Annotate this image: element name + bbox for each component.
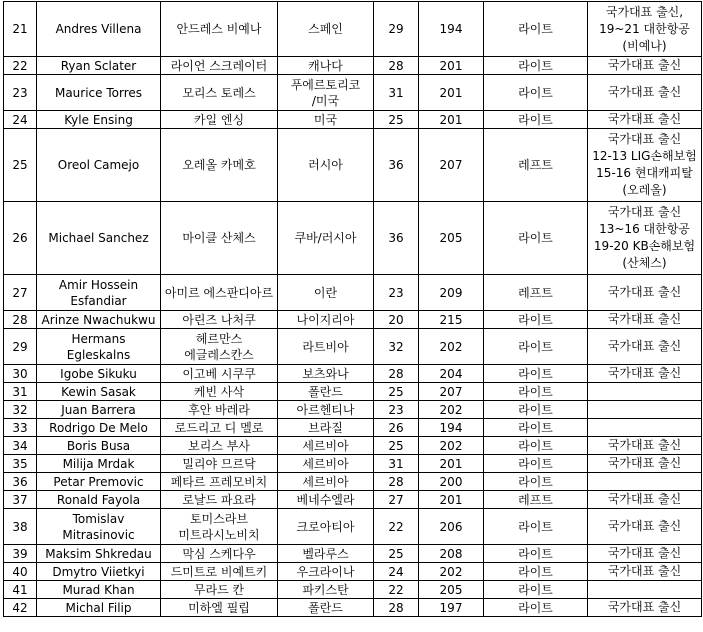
cell-name-en bbox=[37, 57, 161, 75]
cell-note bbox=[588, 491, 702, 509]
cell-country bbox=[278, 437, 374, 455]
cell-note bbox=[588, 401, 702, 419]
cell-country-line: 폴란드 bbox=[308, 384, 343, 399]
cell-number: 32 bbox=[4, 401, 37, 419]
cell-number: 25 bbox=[4, 129, 37, 202]
cell-name-en-line: Maurice Torres bbox=[54, 85, 143, 100]
cell-age: 26 bbox=[374, 419, 419, 437]
cell-name-en bbox=[37, 455, 161, 473]
cell-number: 41 bbox=[4, 581, 37, 599]
player-table bbox=[3, 1, 702, 617]
table-row bbox=[4, 473, 702, 491]
table-row bbox=[4, 509, 702, 545]
cell-height: 208 bbox=[419, 545, 484, 563]
cell-country bbox=[278, 599, 374, 617]
cell-height: 194 bbox=[419, 2, 484, 57]
cell-note-line: 15-16 현대캐피탈 bbox=[596, 166, 693, 180]
cell-name-en-line: Murad Khan bbox=[62, 582, 135, 597]
cell-note bbox=[588, 545, 702, 563]
cell-position: 라이트 bbox=[484, 2, 588, 57]
cell-height: 207 bbox=[419, 129, 484, 202]
cell-number: 37 bbox=[4, 491, 37, 509]
cell-note-line: (오레올) bbox=[622, 183, 667, 197]
cell-country-line: 푸에르토리코 bbox=[290, 77, 361, 92]
cell-note bbox=[588, 473, 702, 491]
cell-country-line: 베네수엘라 bbox=[296, 492, 355, 507]
cell-name-ko-line: 아미르 에스판디아르 bbox=[164, 285, 274, 300]
cell-note bbox=[588, 57, 702, 75]
cell-position: 라이트 bbox=[484, 455, 588, 473]
cell-age: 27 bbox=[374, 491, 419, 509]
cell-age: 23 bbox=[374, 401, 419, 419]
cell-name-ko-line: 드미트로 비예트키 bbox=[170, 564, 268, 579]
cell-country-line: 벨라루스 bbox=[302, 546, 349, 561]
cell-country-line: 캐나다 bbox=[308, 58, 343, 73]
cell-name-en bbox=[37, 275, 161, 311]
cell-number: 27 bbox=[4, 275, 37, 311]
cell-position: 레프트 bbox=[484, 275, 588, 311]
cell-country bbox=[278, 202, 374, 275]
table-row bbox=[4, 329, 702, 365]
table-row bbox=[4, 365, 702, 383]
cell-note-line: 국가대표 출신 bbox=[607, 205, 682, 219]
cell-name-en-line: Juan Barrera bbox=[61, 402, 136, 417]
cell-country-line: 브라질 bbox=[308, 420, 343, 435]
cell-height: 205 bbox=[419, 581, 484, 599]
cell-name-ko bbox=[161, 365, 278, 383]
cell-number: 22 bbox=[4, 57, 37, 75]
cell-country bbox=[278, 581, 374, 599]
cell-name-en-line: Ronald Fayola bbox=[56, 492, 141, 507]
cell-country bbox=[278, 563, 374, 581]
cell-name-en-line: Andres Villena bbox=[55, 22, 142, 36]
cell-age: 29 bbox=[374, 2, 419, 57]
table-row bbox=[4, 275, 702, 311]
cell-name-en-line: Mitrasinovic bbox=[62, 527, 135, 542]
cell-age: 28 bbox=[374, 599, 419, 617]
cell-country bbox=[278, 473, 374, 491]
cell-country-line: 미국 bbox=[313, 112, 338, 127]
cell-note bbox=[588, 329, 702, 365]
cell-number: 21 bbox=[4, 2, 37, 57]
cell-name-ko bbox=[161, 57, 278, 75]
cell-name-en bbox=[37, 491, 161, 509]
table-row bbox=[4, 383, 702, 401]
cell-number: 42 bbox=[4, 599, 37, 617]
cell-country-line: 보츠와나 bbox=[302, 366, 349, 381]
cell-name-en-line: Egleskalns bbox=[66, 347, 131, 362]
cell-note-line: 국가대표 출신 bbox=[607, 58, 682, 72]
cell-number: 34 bbox=[4, 437, 37, 455]
cell-name-ko-line: 에글레스칸스 bbox=[184, 347, 254, 362]
cell-country-line: 폴란드 bbox=[308, 600, 343, 615]
cell-note-line: 국가대표 출신 bbox=[607, 492, 682, 506]
cell-note-line: 국가대표 출신 bbox=[607, 438, 682, 452]
cell-number: 28 bbox=[4, 311, 37, 329]
cell-note bbox=[588, 581, 702, 599]
cell-country-line: 세르비아 bbox=[302, 456, 349, 471]
cell-note-line: 국가대표 출신, bbox=[605, 4, 684, 19]
cell-note-line: 국가대표 출신 bbox=[607, 600, 682, 614]
cell-country bbox=[278, 401, 374, 419]
cell-age: 32 bbox=[374, 329, 419, 365]
cell-country-line: 나이지리아 bbox=[296, 312, 355, 327]
cell-age: 25 bbox=[374, 111, 419, 129]
table-row bbox=[4, 491, 702, 509]
cell-name-ko-line: 무라드 칸 bbox=[193, 582, 245, 597]
cell-note bbox=[588, 129, 702, 202]
cell-position: 라이트 bbox=[484, 202, 588, 275]
table-row bbox=[4, 563, 702, 581]
cell-country-line: 세르비아 bbox=[302, 438, 349, 453]
cell-name-ko-line: 후안 바레라 bbox=[188, 402, 250, 417]
table-row bbox=[4, 129, 702, 202]
cell-number: 40 bbox=[4, 563, 37, 581]
cell-name-ko bbox=[161, 311, 278, 329]
cell-age: 36 bbox=[374, 202, 419, 275]
cell-name-ko-line: 이고베 시쿠쿠 bbox=[182, 366, 256, 381]
cell-country bbox=[278, 75, 374, 111]
cell-note-line: 12-13 LIG손해보험 bbox=[592, 149, 697, 163]
cell-name-en bbox=[37, 599, 161, 617]
cell-country-line: 아르헨티나 bbox=[296, 402, 355, 417]
cell-name-en-line: Esfandiar bbox=[70, 293, 127, 308]
cell-name-en bbox=[37, 473, 161, 491]
cell-height: 201 bbox=[419, 111, 484, 129]
cell-age: 28 bbox=[374, 57, 419, 75]
cell-name-en-line: Amir Hossein bbox=[58, 277, 139, 292]
cell-name-en bbox=[37, 311, 161, 329]
cell-note-line: (산체스) bbox=[622, 256, 667, 270]
cell-name-ko bbox=[161, 401, 278, 419]
cell-country bbox=[278, 383, 374, 401]
cell-name-en-line: Petar Premovic bbox=[53, 474, 144, 489]
cell-name-en bbox=[37, 111, 161, 129]
cell-name-en bbox=[37, 581, 161, 599]
cell-note bbox=[588, 202, 702, 275]
cell-country-line: 크로아티아 bbox=[296, 519, 355, 534]
cell-number: 36 bbox=[4, 473, 37, 491]
cell-name-en bbox=[37, 437, 161, 455]
cell-name-en-line: Michal Filip bbox=[65, 600, 132, 615]
cell-name-en-line: Arinze Nwachukwu bbox=[41, 312, 156, 327]
cell-number: 33 bbox=[4, 419, 37, 437]
cell-name-ko bbox=[161, 419, 278, 437]
cell-position: 라이트 bbox=[484, 473, 588, 491]
cell-country bbox=[278, 419, 374, 437]
cell-height: 202 bbox=[419, 437, 484, 455]
cell-name-ko-line: 막심 스케다우 bbox=[182, 546, 256, 561]
cell-age: 22 bbox=[374, 581, 419, 599]
table-row bbox=[4, 437, 702, 455]
cell-name-ko bbox=[161, 455, 278, 473]
cell-note bbox=[588, 365, 702, 383]
cell-note bbox=[588, 509, 702, 545]
cell-name-ko-line: 케빈 사삭 bbox=[193, 384, 245, 399]
table-row bbox=[4, 2, 702, 57]
table-row bbox=[4, 401, 702, 419]
table-row bbox=[4, 419, 702, 437]
cell-country-line: 라트비아 bbox=[302, 339, 349, 354]
table-row bbox=[4, 311, 702, 329]
cell-age: 22 bbox=[374, 509, 419, 545]
cell-height: 202 bbox=[419, 401, 484, 419]
cell-name-en bbox=[37, 365, 161, 383]
cell-position: 라이트 bbox=[484, 419, 588, 437]
cell-name-en-line: Kewin Sasak bbox=[61, 384, 136, 399]
cell-note bbox=[588, 437, 702, 455]
cell-name-en-line: Ryan Sclater bbox=[60, 58, 137, 73]
cell-note-line: 국가대표 출신 bbox=[607, 546, 682, 560]
cell-country-line: 우크라이나 bbox=[296, 564, 355, 579]
cell-note bbox=[588, 311, 702, 329]
cell-name-ko bbox=[161, 473, 278, 491]
cell-name-ko-line: 로날드 파요라 bbox=[182, 492, 256, 507]
cell-name-ko-line: 모리스 토레스 bbox=[182, 85, 256, 100]
cell-country bbox=[278, 455, 374, 473]
table-row bbox=[4, 581, 702, 599]
cell-name-en-line: Rodrigo De Melo bbox=[49, 420, 148, 435]
cell-country bbox=[278, 509, 374, 545]
cell-country bbox=[278, 57, 374, 75]
cell-number: 23 bbox=[4, 75, 37, 111]
cell-height: 201 bbox=[419, 57, 484, 75]
cell-country bbox=[278, 111, 374, 129]
cell-age: 31 bbox=[374, 455, 419, 473]
cell-country-line: /미국 bbox=[311, 93, 340, 108]
cell-position: 라이트 bbox=[484, 383, 588, 401]
cell-country-line: 러시아 bbox=[308, 158, 343, 172]
cell-number: 35 bbox=[4, 455, 37, 473]
cell-height: 205 bbox=[419, 202, 484, 275]
cell-note-line: 국가대표 출신 bbox=[607, 85, 682, 99]
cell-name-ko bbox=[161, 202, 278, 275]
cell-note bbox=[588, 599, 702, 617]
cell-name-en bbox=[37, 383, 161, 401]
cell-height: 201 bbox=[419, 455, 484, 473]
cell-name-ko bbox=[161, 111, 278, 129]
cell-country bbox=[278, 491, 374, 509]
cell-name-en bbox=[37, 401, 161, 419]
cell-note-line: 국가대표 출신 bbox=[607, 519, 682, 533]
cell-height: 204 bbox=[419, 365, 484, 383]
cell-age: 25 bbox=[374, 437, 419, 455]
cell-name-ko-line: 토미스라브 bbox=[190, 511, 248, 526]
cell-name-ko-line: 밀리야 므르닥 bbox=[182, 456, 256, 471]
cell-age: 36 bbox=[374, 129, 419, 202]
cell-age: 28 bbox=[374, 365, 419, 383]
cell-name-en-line: Milija Mrdak bbox=[62, 456, 135, 471]
cell-name-ko bbox=[161, 75, 278, 111]
cell-note-line: (비예나) bbox=[622, 38, 667, 53]
cell-number: 29 bbox=[4, 329, 37, 365]
cell-note bbox=[588, 111, 702, 129]
cell-height: 202 bbox=[419, 329, 484, 365]
cell-country-line: 쿠바/러시아 bbox=[294, 231, 357, 245]
cell-note bbox=[588, 75, 702, 111]
cell-name-ko bbox=[161, 491, 278, 509]
cell-height: 215 bbox=[419, 311, 484, 329]
cell-name-en bbox=[37, 563, 161, 581]
cell-name-ko bbox=[161, 563, 278, 581]
cell-age: 25 bbox=[374, 383, 419, 401]
cell-number: 24 bbox=[4, 111, 37, 129]
table-row bbox=[4, 75, 702, 111]
cell-name-en-line: Boris Busa bbox=[66, 438, 131, 453]
cell-name-ko bbox=[161, 329, 278, 365]
cell-note bbox=[588, 455, 702, 473]
cell-name-ko-line: 라이언 스크레이터 bbox=[170, 58, 268, 73]
cell-name-ko-line: 카일 엔싱 bbox=[193, 112, 245, 127]
cell-note-line: 국가대표 출신 bbox=[607, 366, 682, 380]
cell-note-line: 국가대표 출신 bbox=[607, 112, 682, 126]
cell-position: 라이트 bbox=[484, 563, 588, 581]
cell-height: 201 bbox=[419, 75, 484, 111]
cell-name-en bbox=[37, 75, 161, 111]
cell-name-ko bbox=[161, 599, 278, 617]
cell-number: 30 bbox=[4, 365, 37, 383]
cell-name-en-line: Michael Sanchez bbox=[48, 231, 149, 245]
cell-country bbox=[278, 2, 374, 57]
cell-position: 레프트 bbox=[484, 129, 588, 202]
cell-name-en-line: Kyle Ensing bbox=[64, 112, 133, 127]
cell-note-line: 국가대표 출신 bbox=[607, 285, 682, 299]
cell-age: 24 bbox=[374, 563, 419, 581]
cell-name-ko-line: 오레올 카메호 bbox=[182, 158, 256, 172]
cell-country-line: 이란 bbox=[313, 285, 338, 300]
cell-number: 39 bbox=[4, 545, 37, 563]
cell-age: 31 bbox=[374, 75, 419, 111]
cell-number: 26 bbox=[4, 202, 37, 275]
table-row bbox=[4, 111, 702, 129]
cell-name-ko-line: 페타르 프레모비치 bbox=[170, 474, 268, 489]
cell-name-ko-line: 로드리고 디 멜로 bbox=[174, 420, 264, 435]
cell-name-ko bbox=[161, 581, 278, 599]
cell-note-line: 19~21 대한항공 bbox=[599, 21, 690, 36]
cell-note-line: 국가대표 출신 bbox=[607, 312, 682, 326]
cell-position: 라이트 bbox=[484, 365, 588, 383]
cell-height: 200 bbox=[419, 473, 484, 491]
cell-name-en-line: Oreol Camejo bbox=[57, 158, 140, 172]
cell-name-en-line: Igobe Sikuku bbox=[60, 366, 137, 381]
cell-country-line: 세르비아 bbox=[302, 474, 349, 489]
cell-height: 202 bbox=[419, 563, 484, 581]
cell-name-ko-line: 안드레스 비예나 bbox=[176, 22, 262, 36]
cell-position: 라이트 bbox=[484, 401, 588, 419]
cell-country bbox=[278, 311, 374, 329]
cell-name-en bbox=[37, 545, 161, 563]
cell-name-ko bbox=[161, 129, 278, 202]
cell-note-line: 국가대표 출신 bbox=[607, 339, 682, 353]
cell-country bbox=[278, 545, 374, 563]
cell-position: 라이트 bbox=[484, 57, 588, 75]
cell-number: 31 bbox=[4, 383, 37, 401]
cell-note bbox=[588, 563, 702, 581]
cell-name-en bbox=[37, 419, 161, 437]
table-row bbox=[4, 202, 702, 275]
cell-note-line: 19-20 KB손해보험 bbox=[593, 239, 696, 253]
cell-country bbox=[278, 329, 374, 365]
cell-position: 라이트 bbox=[484, 329, 588, 365]
cell-height: 209 bbox=[419, 275, 484, 311]
cell-name-ko bbox=[161, 2, 278, 57]
cell-name-ko bbox=[161, 383, 278, 401]
cell-position: 라이트 bbox=[484, 599, 588, 617]
cell-position: 라이트 bbox=[484, 111, 588, 129]
cell-age: 25 bbox=[374, 545, 419, 563]
cell-name-en bbox=[37, 202, 161, 275]
cell-country-line: 파키스탄 bbox=[302, 582, 349, 597]
cell-name-ko-line: 헤르만스 bbox=[195, 331, 243, 346]
table-row bbox=[4, 599, 702, 617]
cell-name-ko bbox=[161, 509, 278, 545]
cell-name-ko-line: 마이클 산체스 bbox=[182, 231, 256, 245]
cell-name-en-line: Maksim Shkredau bbox=[45, 546, 152, 561]
cell-name-ko bbox=[161, 275, 278, 311]
cell-position: 레프트 bbox=[484, 491, 588, 509]
cell-position: 라이트 bbox=[484, 75, 588, 111]
cell-note-line: 국가대표 출신 bbox=[607, 456, 682, 470]
cell-age: 28 bbox=[374, 473, 419, 491]
cell-position: 라이트 bbox=[484, 437, 588, 455]
cell-name-ko-line: 미하엘 필립 bbox=[188, 600, 250, 615]
cell-note-line: 13~16 대한항공 bbox=[599, 222, 690, 236]
cell-number: 38 bbox=[4, 509, 37, 545]
cell-height: 197 bbox=[419, 599, 484, 617]
cell-note-line: 국가대표 출신 bbox=[607, 132, 682, 146]
cell-name-en-line: Tomislav bbox=[72, 511, 125, 526]
cell-height: 206 bbox=[419, 509, 484, 545]
cell-name-ko bbox=[161, 437, 278, 455]
cell-name-en bbox=[37, 2, 161, 57]
cell-age: 20 bbox=[374, 311, 419, 329]
cell-name-ko-line: 보리스 부사 bbox=[188, 438, 250, 453]
cell-note bbox=[588, 2, 702, 57]
cell-position: 라이트 bbox=[484, 509, 588, 545]
cell-note bbox=[588, 419, 702, 437]
cell-age: 23 bbox=[374, 275, 419, 311]
cell-position: 라이트 bbox=[484, 545, 588, 563]
cell-name-ko-line: 미트라시노비치 bbox=[178, 527, 260, 542]
cell-name-ko-line: 아린즈 나처쿠 bbox=[182, 312, 256, 327]
cell-position: 라이트 bbox=[484, 581, 588, 599]
cell-note bbox=[588, 383, 702, 401]
cell-name-en-line: Hermans bbox=[71, 331, 126, 346]
cell-country bbox=[278, 275, 374, 311]
cell-country-line: 스페인 bbox=[308, 22, 343, 36]
cell-height: 194 bbox=[419, 419, 484, 437]
cell-name-ko bbox=[161, 545, 278, 563]
cell-country bbox=[278, 365, 374, 383]
cell-position: 라이트 bbox=[484, 311, 588, 329]
table-body bbox=[4, 2, 702, 617]
cell-name-en bbox=[37, 129, 161, 202]
table-row bbox=[4, 545, 702, 563]
cell-note-line: 국가대표 출신 bbox=[607, 564, 682, 578]
table-row bbox=[4, 455, 702, 473]
cell-name-en bbox=[37, 329, 161, 365]
cell-note bbox=[588, 275, 702, 311]
cell-name-en-line: Dmytro Viietkyi bbox=[52, 564, 145, 579]
table-row bbox=[4, 57, 702, 75]
cell-country bbox=[278, 129, 374, 202]
cell-height: 201 bbox=[419, 491, 484, 509]
cell-name-en bbox=[37, 509, 161, 545]
cell-height: 207 bbox=[419, 383, 484, 401]
